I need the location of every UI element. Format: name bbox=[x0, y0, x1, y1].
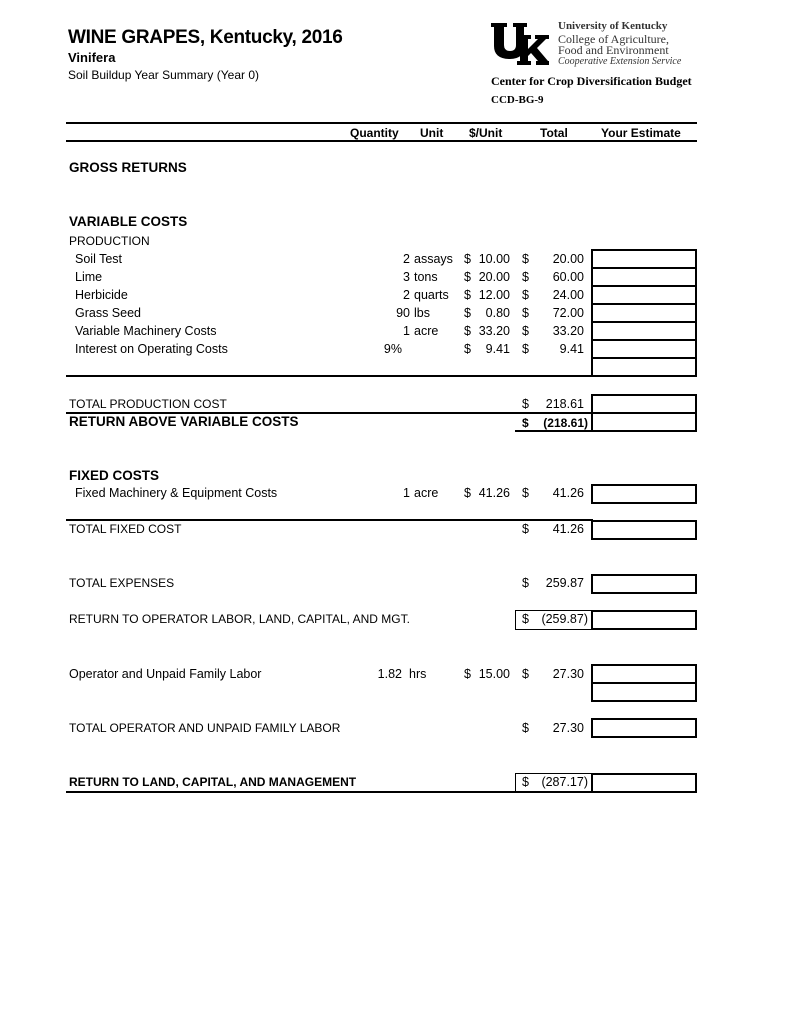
labor-item: Operator and Unpaid Family Labor bbox=[69, 667, 262, 681]
production-qty: 2 bbox=[403, 252, 410, 266]
final-rule bbox=[66, 791, 697, 793]
production-price: 9.41 bbox=[485, 342, 510, 356]
crop-variety: Vinifera bbox=[68, 50, 116, 65]
labor-unit: hrs bbox=[409, 667, 427, 681]
col-per-unit: $/Unit bbox=[469, 126, 503, 140]
header-rule-top bbox=[66, 122, 697, 124]
total-fixed-currency: $ bbox=[522, 522, 529, 536]
college-name-cont: Food and Environment bbox=[558, 43, 669, 57]
production-qty: 90 bbox=[396, 306, 410, 320]
fixed-machinery-total: 41.26 bbox=[552, 486, 584, 500]
estimate-return-operator[interactable] bbox=[591, 610, 697, 630]
variable-costs-heading: VARIABLE COSTS bbox=[69, 214, 188, 229]
university-name: University of Kentucky bbox=[558, 20, 668, 32]
return-operator-currency: $ bbox=[522, 612, 529, 626]
production-unit: acre bbox=[414, 324, 439, 338]
summary-label: Soil Buildup Year Summary (Year 0) bbox=[68, 68, 259, 82]
col-quantity: Quantity bbox=[350, 126, 399, 140]
production-total-currency: $ bbox=[522, 288, 529, 302]
labor-price: 15.00 bbox=[478, 667, 510, 681]
production-total: 9.41 bbox=[559, 342, 584, 356]
page-title: WINE GRAPES, Kentucky, 2016 bbox=[68, 27, 343, 48]
total-labor-currency: $ bbox=[522, 721, 529, 735]
production-currency: $ bbox=[464, 324, 471, 338]
production-total: 72.00 bbox=[552, 306, 584, 320]
return-variable-value: (218.61) bbox=[543, 416, 588, 430]
estimate-divider bbox=[591, 285, 697, 287]
extension-service: Cooperative Extension Service bbox=[558, 56, 682, 67]
fixed-machinery-qty: 1 bbox=[403, 486, 410, 500]
labor-currency: $ bbox=[464, 667, 471, 681]
uk-logo-icon bbox=[489, 21, 549, 67]
production-total-currency: $ bbox=[522, 324, 529, 338]
production-price: 12.00 bbox=[478, 288, 510, 302]
return-land-label: RETURN TO LAND, CAPITAL, AND MANAGEMENT bbox=[69, 775, 357, 789]
production-item: Lime bbox=[75, 270, 103, 284]
production-currency: $ bbox=[464, 270, 471, 284]
total-production-value: 218.61 bbox=[545, 397, 584, 411]
center-name: Center for Crop Diversification Budget bbox=[491, 74, 692, 88]
production-currency: $ bbox=[464, 252, 471, 266]
production-currency: $ bbox=[464, 288, 471, 302]
return-operator-label: RETURN TO OPERATOR LABOR, LAND, CAPITAL, AND MGT. bbox=[69, 612, 410, 626]
labor-total-currency: $ bbox=[522, 667, 529, 681]
production-unit: assays bbox=[414, 252, 453, 266]
return-operator-value: (259.87) bbox=[541, 612, 588, 626]
production-subheading: PRODUCTION bbox=[69, 234, 150, 248]
estimate-divider bbox=[591, 339, 697, 341]
total-expenses-label: TOTAL EXPENSES bbox=[69, 576, 175, 590]
fixed-machinery-total-currency: $ bbox=[522, 486, 529, 500]
return-variable-label: RETURN ABOVE VARIABLE COSTS bbox=[69, 414, 299, 429]
fixed-machinery-unit: acre bbox=[414, 486, 439, 500]
fixed-costs-heading: FIXED COSTS bbox=[69, 468, 160, 483]
estimate-divider bbox=[591, 682, 697, 684]
production-qty: 3 bbox=[403, 270, 410, 284]
production-rule bbox=[66, 375, 593, 377]
production-total-currency: $ bbox=[522, 270, 529, 284]
estimate-divider bbox=[591, 412, 697, 414]
production-total-currency: $ bbox=[522, 342, 529, 356]
production-total: 60.00 bbox=[552, 270, 584, 284]
total-production-label: TOTAL PRODUCTION COST bbox=[69, 397, 227, 411]
header-rule-bottom bbox=[66, 140, 697, 142]
col-total: Total bbox=[540, 126, 568, 140]
production-qty: 1 bbox=[403, 324, 410, 338]
labor-qty: 1.82 bbox=[377, 667, 402, 681]
total-labor-label: TOTAL OPERATOR AND UNPAID FAMILY LABOR bbox=[69, 721, 341, 735]
college-name: College of Agriculture, bbox=[558, 32, 669, 46]
production-currency: $ bbox=[464, 306, 471, 320]
fixed-machinery-item: Fixed Machinery & Equipment Costs bbox=[75, 486, 278, 500]
production-unit: quarts bbox=[414, 288, 449, 302]
production-currency: $ bbox=[464, 342, 471, 356]
estimate-total-labor[interactable] bbox=[591, 718, 697, 738]
production-unit: lbs bbox=[414, 306, 430, 320]
production-total: 20.00 bbox=[552, 252, 584, 266]
estimate-divider bbox=[591, 357, 697, 359]
estimate-total-expenses[interactable] bbox=[591, 574, 697, 594]
estimate-divider bbox=[591, 303, 697, 305]
production-qty: 9% bbox=[383, 342, 402, 356]
production-qty: 2 bbox=[403, 288, 410, 302]
production-total: 33.20 bbox=[552, 324, 584, 338]
fixed-rule bbox=[66, 519, 593, 521]
total-production-currency: $ bbox=[522, 397, 529, 411]
return-land-value: (287.17) bbox=[541, 775, 588, 789]
estimate-total-fixed[interactable] bbox=[591, 520, 697, 540]
fixed-machinery-price: 41.26 bbox=[478, 486, 510, 500]
production-total-currency: $ bbox=[522, 252, 529, 266]
gross-returns-heading: GROSS RETURNS bbox=[69, 160, 187, 175]
return-land-currency: $ bbox=[522, 775, 529, 789]
production-item: Grass Seed bbox=[75, 306, 142, 320]
production-price: 10.00 bbox=[478, 252, 510, 266]
production-price: 20.00 bbox=[478, 270, 510, 284]
total-fixed-value: 41.26 bbox=[552, 522, 584, 536]
production-price: 0.80 bbox=[485, 306, 510, 320]
total-expenses-value: 259.87 bbox=[545, 576, 584, 590]
total-expenses-currency: $ bbox=[522, 576, 529, 590]
estimate-fixed-machinery[interactable] bbox=[591, 484, 697, 504]
total-fixed-label: TOTAL FIXED COST bbox=[69, 522, 182, 536]
production-item: Herbicide bbox=[75, 288, 128, 302]
col-unit: Unit bbox=[420, 126, 444, 140]
production-item: Interest on Operating Costs bbox=[75, 342, 228, 356]
return-variable-underline bbox=[515, 430, 593, 432]
production-price: 33.20 bbox=[478, 324, 510, 338]
production-item: Variable Machinery Costs bbox=[75, 324, 217, 338]
estimate-divider bbox=[591, 321, 697, 323]
production-total: 24.00 bbox=[552, 288, 584, 302]
fixed-machinery-currency: $ bbox=[464, 486, 471, 500]
production-unit: tons bbox=[414, 270, 438, 284]
col-your-estimate: Your Estimate bbox=[601, 126, 681, 140]
total-labor-value: 27.30 bbox=[552, 721, 584, 735]
estimate-divider bbox=[591, 267, 697, 269]
estimate-return-land[interactable] bbox=[591, 773, 697, 793]
return-variable-currency: $ bbox=[522, 416, 529, 430]
labor-total: 27.30 bbox=[552, 667, 584, 681]
production-total-currency: $ bbox=[522, 306, 529, 320]
production-item: Soil Test bbox=[75, 252, 123, 266]
budget-id: CCD-BG-9 bbox=[491, 94, 544, 106]
